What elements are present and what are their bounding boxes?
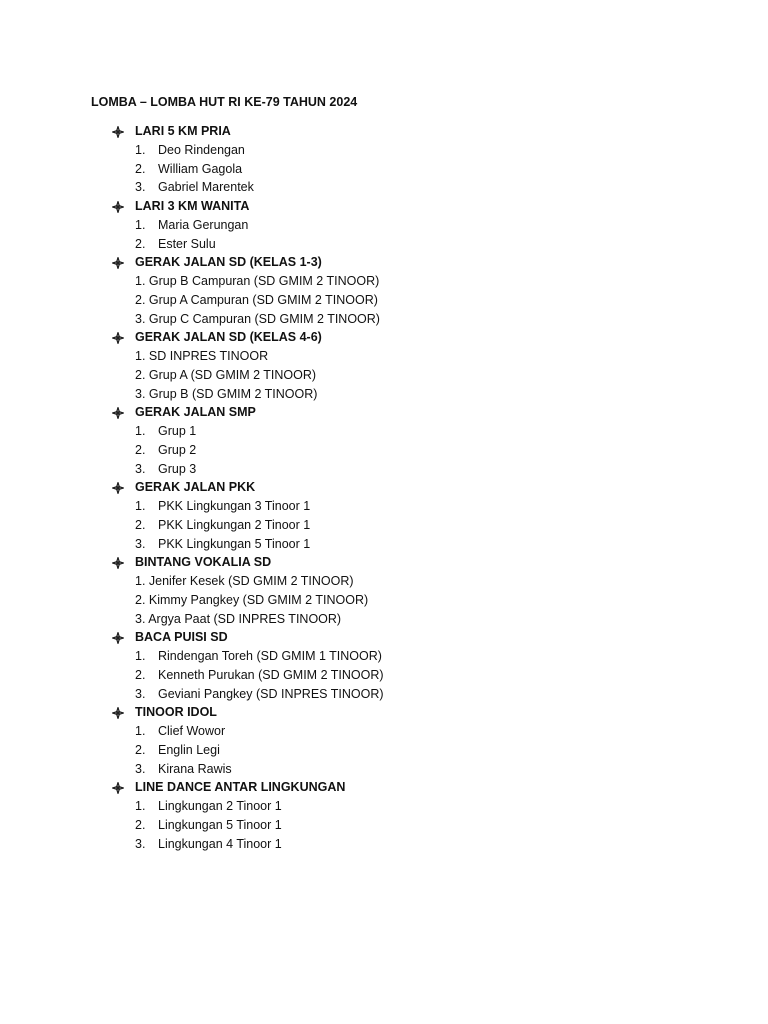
list-item (0, 347, 768, 366)
list-item (0, 441, 768, 460)
list-item-number: 1. (135, 799, 146, 813)
list-item-text: William Gagola (158, 161, 243, 176)
list-item (0, 572, 768, 591)
list-item-number: 2. (135, 517, 146, 532)
list-item-text: 1. SD INPRES TINOOR (135, 349, 269, 363)
list-item-text: Kirana Rawis (158, 761, 232, 776)
list-item (0, 497, 768, 516)
list-item-text: Grup 2 (158, 442, 197, 457)
list-item-text: Lingkungan 5 Tinoor 1 (158, 817, 282, 832)
category-heading (0, 253, 768, 272)
list-item (0, 610, 768, 629)
category-heading (0, 628, 768, 647)
category-heading (0, 478, 768, 497)
category-heading (0, 553, 768, 572)
list-item-text: Gabriel Marentek (158, 180, 254, 195)
list-item-text: Kenneth Purukan (SD GMIM 2 TINOOR) (158, 667, 384, 682)
list-item-number: 1. (135, 424, 146, 438)
list-item-text: 3. Argya Paat (SD INPRES TINOOR) (135, 611, 342, 626)
list-item (0, 310, 768, 329)
list-item (0, 216, 768, 235)
list-item-number: 2. (135, 442, 146, 457)
list-item-text: PKK Lingkungan 3 Tinoor 1 (158, 499, 311, 513)
list-item-number: 1. (135, 142, 146, 157)
list-item-text: Clief Wowor (158, 724, 226, 738)
list-item-number: 2. (135, 817, 146, 832)
diamond-bullet-icon (111, 328, 125, 347)
list-item-text: PKK Lingkungan 2 Tinoor 1 (158, 517, 311, 532)
list-item-text: 2. Grup A Campuran (SD GMIM 2 TINOOR) (135, 292, 378, 307)
category-heading (0, 403, 768, 422)
list-item-number: 2. (135, 236, 146, 251)
list-item (0, 385, 768, 404)
list-item (0, 741, 768, 760)
list-item-text: 3. Grup C Campuran (SD GMIM 2 TINOOR) (135, 311, 380, 326)
list-item-number: 3. (135, 180, 146, 195)
category-heading (0, 328, 768, 347)
category-label: TINOOR IDOL (135, 705, 217, 720)
diamond-bullet-icon (111, 403, 125, 422)
list-item (0, 760, 768, 779)
list-item-number: 3. (135, 461, 146, 476)
list-item-text: Lingkungan 4 Tinoor 1 (158, 836, 282, 851)
category-label: LARI 5 KM PRIA (135, 124, 231, 138)
category-label: GERAK JALAN PKK (135, 480, 256, 495)
list-item-text: Grup 1 (158, 424, 197, 438)
list-item-text: Geviani Pangkey (SD INPRES TINOOR) (158, 686, 384, 701)
list-item (0, 272, 768, 291)
category-heading (0, 197, 768, 216)
list-item (0, 797, 768, 816)
diamond-bullet-icon (111, 778, 125, 797)
diamond-bullet-icon (111, 197, 125, 216)
list-item (0, 722, 768, 741)
category-heading (0, 122, 768, 141)
diamond-bullet-icon (111, 553, 125, 572)
category-label: GERAK JALAN SD (KELAS 1-3) (135, 255, 322, 270)
list-item (0, 816, 768, 835)
list-item-number: 1. (135, 724, 146, 738)
diamond-bullet-icon (111, 253, 125, 272)
list-item-number: 2. (135, 667, 146, 682)
list-item (0, 647, 768, 666)
list-item-text: 2. Kimmy Pangkey (SD GMIM 2 TINOOR) (135, 592, 369, 607)
list-item-text: PKK Lingkungan 5 Tinoor 1 (158, 536, 311, 551)
list-item-number: 1. (135, 499, 146, 513)
category-heading (0, 703, 768, 722)
list-item-text: Grup 3 (158, 461, 197, 476)
list-item (0, 835, 768, 854)
list-item (0, 460, 768, 479)
list-item (0, 666, 768, 685)
list-item (0, 160, 768, 179)
list-item (0, 535, 768, 554)
diamond-bullet-icon (111, 122, 125, 141)
list-item-text: Deo Rindengan (158, 142, 245, 157)
list-item-text: 1. Grup B Campuran (SD GMIM 2 TINOOR) (135, 274, 380, 288)
diamond-bullet-icon (111, 628, 125, 647)
category-label: GERAK JALAN SMP (135, 405, 256, 420)
list-item-number: 3. (135, 761, 146, 776)
document-title: LOMBA – LOMBA HUT RI KE-79 TAHUN 2024 (91, 95, 358, 109)
list-item (0, 516, 768, 535)
list-item-number: 3. (135, 536, 146, 551)
list-item-number: 3. (135, 686, 146, 701)
list-item-text: Rindengan Toreh (SD GMIM 1 TINOOR) (158, 649, 382, 663)
list-item-number: 1. (135, 217, 146, 232)
diamond-bullet-icon (111, 703, 125, 722)
category-label: LARI 3 KM WANITA (135, 199, 250, 213)
list-item (0, 422, 768, 441)
list-item-number: 2. (135, 742, 146, 757)
list-item-text: Ester Sulu (158, 236, 216, 251)
list-item-text: 1. Jenifer Kesek (SD GMIM 2 TINOOR) (135, 574, 354, 588)
category-heading (0, 778, 768, 797)
list-item (0, 235, 768, 254)
list-item (0, 591, 768, 610)
list-item-text: Englin Legi (158, 742, 220, 757)
category-list (0, 122, 768, 853)
diamond-bullet-icon (111, 478, 125, 497)
list-item-number: 2. (135, 161, 146, 176)
list-item-text: 3. Grup B (SD GMIM 2 TINOOR) (135, 386, 318, 401)
list-item-text: Maria Gerungan (158, 217, 249, 232)
list-item-text: Lingkungan 2 Tinoor 1 (158, 799, 282, 813)
category-label: LINE DANCE ANTAR LINGKUNGAN (135, 780, 346, 795)
list-item (0, 291, 768, 310)
list-item (0, 141, 768, 160)
list-item (0, 366, 768, 385)
list-item-number: 3. (135, 836, 146, 851)
category-label: BACA PUISI SD (135, 630, 228, 645)
category-label: GERAK JALAN SD (KELAS 4-6) (135, 330, 322, 345)
category-label: BINTANG VOKALIA SD (135, 555, 272, 570)
list-item-number: 1. (135, 649, 146, 663)
list-item (0, 178, 768, 197)
list-item (0, 685, 768, 704)
list-item-text: 2. Grup A (SD GMIM 2 TINOOR) (135, 367, 317, 382)
